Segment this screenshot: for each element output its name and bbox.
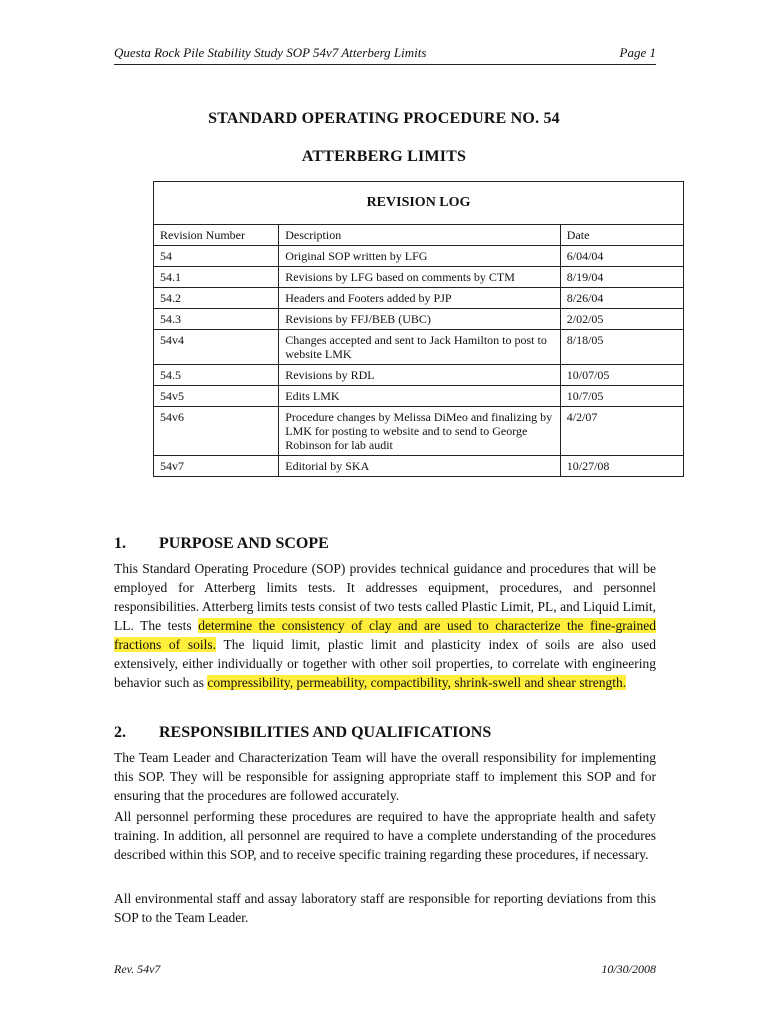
section-1-paragraph [114,559,656,692]
date-cell: 6/04/04 [560,246,683,267]
description-cell: Edits LMK [279,386,561,407]
date-cell: 2/02/05 [560,309,683,330]
page-header [114,44,656,62]
revision-number-cell: 54.2 [154,288,279,309]
revision-number-cell: 54v7 [154,456,279,477]
header-document-title: Questa Rock Pile Stability Study SOP 54v7 Atterberg Limits [114,45,427,60]
section-number: 1. [114,535,126,552]
description-cell: Editorial by SKA [279,456,561,477]
revision-number-cell: 54 [154,246,279,267]
table-row [154,407,684,456]
date-cell: 8/19/04 [560,267,683,288]
highlighted-text: compressibility, permeability, compactibility, shrink-swell and shear strength. [207,675,627,690]
revision-number-cell: 54v5 [154,386,279,407]
document-subtitle: ATTERBERG LIMITS [301,148,467,165]
section-title: RESPONSIBILITIES AND QUALIFICATIONS [159,724,492,741]
description-cell: Original SOP written by LFG [279,246,561,267]
section-title: PURPOSE AND SCOPE [159,535,329,552]
paragraph-text: The liquid limit, plastic limit and plasticity index of soils are also used extensively, either individually or together with other soil properties, to correlate with engineering behavior such as [114,637,656,690]
table-header-row [154,225,684,246]
column-header-description: Description [279,225,561,246]
revision-number-cell: 54.3 [154,309,279,330]
date-cell: 4/2/07 [560,407,683,456]
table-row [154,365,684,386]
description-cell: Revisions by RDL [279,365,561,386]
page-footer [114,962,656,977]
revision-number-cell: 54v4 [154,330,279,365]
header-page-number: Page 1 [619,45,656,60]
date-cell: 10/27/08 [560,456,683,477]
date-cell: 8/18/05 [560,330,683,365]
paragraph-text: This Standard Operating Procedure (SOP) provides technical guidance and procedures that will be employed for Atterberg limits tests. It addresses equipment, procedures, and personnel responsibilities. Atterberg limits tests consist of two tests called Plastic Limit, PL, and Liquid Limit, LL. The tests [114,561,656,633]
table-row [154,288,684,309]
section-2-paragraph-1: The Team Leader and Characterization Team will have the overall responsibility for implementing this SOP. They will be responsible for assigning appropriate staff to implement this SOP and for ensuring that the procedures are followed accurately. [114,750,656,803]
revision-number-cell: 54.1 [154,267,279,288]
section-2-paragraph-3: All environmental staff and assay laboratory staff are responsible for reporting deviations from this SOP to the Team Leader. [114,891,656,925]
highlighted-text: determine the consistency of clay and are used to characterize the fine-grained fractions of soils. [114,618,656,652]
revision-log-title: REVISION LOG [154,182,684,225]
footer-date: 10/30/2008 [601,962,656,976]
column-header-revision: Revision Number [154,225,279,246]
description-cell: Headers and Footers added by PJP [279,288,561,309]
description-cell: Procedure changes by Melissa DiMeo and finalizing by LMK for posting to website and to send to George Robinson for lab audit [279,407,561,456]
description-cell: Revisions by FFJ/BEB (UBC) [279,309,561,330]
section-2-heading [114,724,491,742]
footer-revision: Rev. 54v7 [114,962,161,976]
date-cell: 10/07/05 [560,365,683,386]
table-row [154,246,684,267]
document-title: STANDARD OPERATING PROCEDURE NO. 54 [208,110,560,127]
revision-log-table [153,181,684,477]
table-row [154,267,684,288]
table-row [154,456,684,477]
section-1-heading [114,535,329,553]
header-divider [114,64,656,65]
description-cell: Changes accepted and sent to Jack Hamilton to post to website LMK [279,330,561,365]
date-cell: 10/7/05 [560,386,683,407]
section-number: 2. [114,724,126,741]
table-row [154,330,684,365]
revision-number-cell: 54.5 [154,365,279,386]
revision-number-cell: 54v6 [154,407,279,456]
section-2-paragraph-2: All personnel performing these procedures are required to have the appropriate health and safety training. In addition, all personnel are required to have a complete understanding of the procedures described within this SOP, and to receive specific training regarding these procedures, if necessary. [114,809,656,862]
column-header-date: Date [560,225,683,246]
description-cell: Revisions by LFG based on comments by CTM [279,267,561,288]
table-row [154,309,684,330]
date-cell: 8/26/04 [560,288,683,309]
table-row [154,386,684,407]
